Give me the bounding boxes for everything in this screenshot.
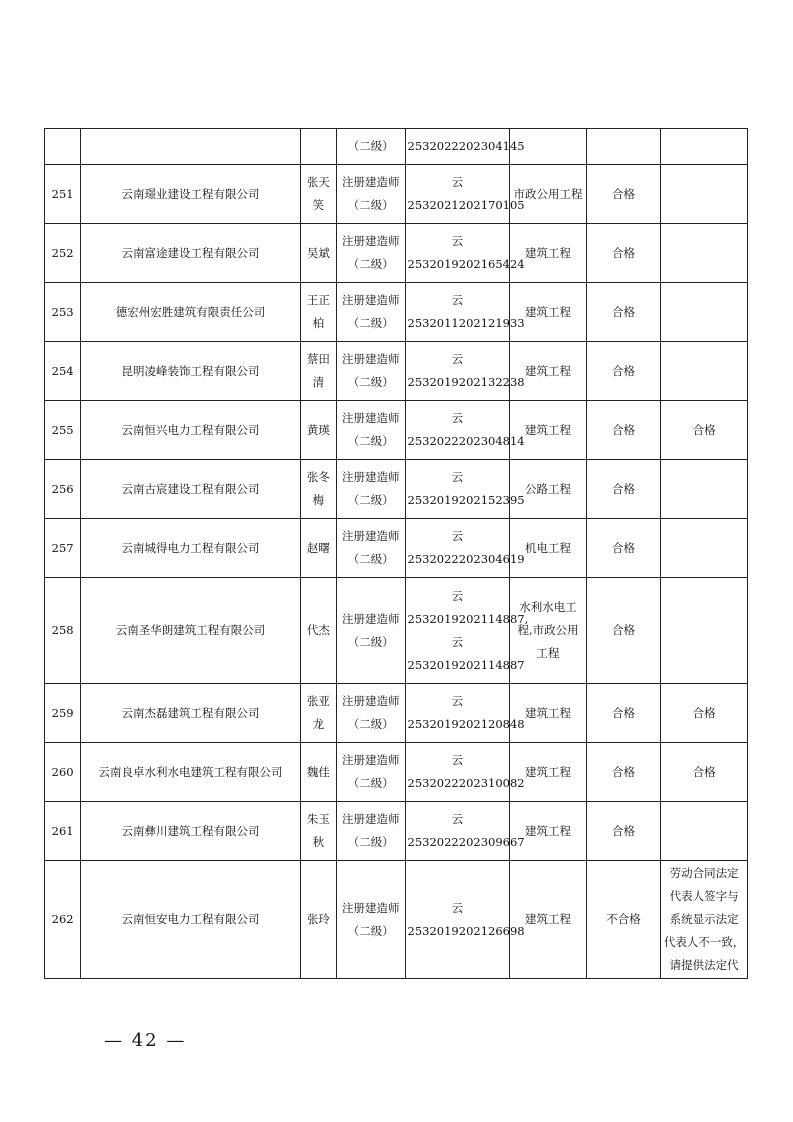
qualification-line: 注册建造师 (342, 175, 400, 189)
qualification-cell (337, 519, 405, 578)
remark-cell (661, 224, 748, 283)
remark-cell-line: 代表人签字与 (669, 889, 739, 903)
qualification-line: （二级） (347, 257, 394, 271)
result-cell: 合格 (586, 802, 661, 861)
name-cell: 蔡田清 (300, 342, 336, 401)
specialty-cell-line: 建筑工程 (525, 912, 572, 926)
qualification-line: 注册建造师 (342, 293, 400, 307)
result-cell: 合格 (586, 401, 661, 460)
qualification-line: （二级） (347, 776, 394, 790)
cert-cell-line: 云 (451, 470, 464, 484)
remark-cell (661, 283, 748, 342)
specialty-cell (510, 283, 587, 342)
qualification-cell (337, 684, 405, 743)
remark-cell (661, 578, 748, 684)
qualification-cell (337, 743, 405, 802)
company-cell: 云南杰磊建筑工程有限公司 (81, 684, 301, 743)
remark-cell-line: 劳动合同法定 (669, 866, 739, 880)
cert-cell-line: 2532019202114887, (407, 611, 529, 626)
company-cell: 云南彝川建筑工程有限公司 (81, 802, 301, 861)
row-no-cell: 260 (45, 743, 81, 802)
qualification-cell (337, 578, 405, 684)
cert-cell (405, 283, 525, 342)
table-row (45, 460, 748, 519)
specialty-cell (510, 802, 587, 861)
row-no-cell: 254 (45, 342, 81, 401)
table-row (45, 743, 748, 802)
cert-cell (405, 519, 525, 578)
result-cell: 合格 (586, 283, 661, 342)
specialty-cell (510, 861, 587, 979)
row-no-cell: 261 (45, 802, 81, 861)
result-cell: 合格 (586, 342, 661, 401)
row-no-cell: 252 (45, 224, 81, 283)
specialty-cell-line: 建筑工程 (525, 705, 572, 720)
cert-cell (405, 802, 525, 861)
row-no-cell: 251 (45, 165, 81, 224)
qualification-line: （二级） (347, 316, 394, 330)
cert-cell-line: 2532019202120848 (407, 717, 525, 731)
qualification-cell (337, 460, 405, 519)
specialty-cell-line: 建筑工程 (525, 304, 572, 319)
name-cell (300, 129, 336, 165)
remark-cell (661, 165, 748, 224)
qualification-cell (337, 861, 405, 979)
cert-cell-line: 云 (451, 588, 464, 603)
company-cell: 德宏州宏胜建筑有限责任公司 (81, 283, 301, 342)
qualification-line: 注册建造师 (342, 694, 400, 708)
cert-cell-line: 云 (451, 175, 464, 189)
company-cell: 云南良卓水利水电建筑工程有限公司 (81, 743, 301, 802)
cert-cell (405, 684, 525, 743)
qualification-line: 注册建造师 (342, 411, 400, 425)
name-cell: 张玲 (300, 861, 336, 979)
cert-cell-line: 2532019202152395 (407, 493, 525, 507)
table-row (45, 578, 748, 684)
company-cell (81, 129, 301, 165)
qualification-line: （二级） (347, 552, 394, 566)
registration-table (44, 128, 748, 979)
cert-cell-line: 2532022202310082 (407, 776, 525, 790)
company-cell: 云南城得电力工程有限公司 (81, 519, 301, 578)
qualification-line: （二级） (347, 375, 394, 389)
qualification-line: （二级） (347, 198, 394, 212)
specialty-cell (510, 519, 587, 578)
cert-cell-line: 2532019202165424 (407, 257, 525, 271)
cert-cell-line: 2532021202170105 (407, 198, 525, 212)
row-no-cell: 256 (45, 460, 81, 519)
table-row (45, 861, 748, 979)
qualification-line: 注册建造师 (342, 352, 400, 366)
cert-cell: 2532022202304145 (405, 129, 510, 165)
remark-cell (661, 342, 748, 401)
cert-cell-line: 云 (451, 529, 464, 543)
remark-cell-line: 系统显示法定 (669, 912, 739, 926)
qualification-line: 注册建造师 (342, 753, 400, 767)
qualification-line: 注册建造师 (342, 611, 400, 626)
qualification-line: 注册建造师 (342, 900, 400, 915)
cert-cell (405, 342, 525, 401)
company-cell: 云南恒兴电力工程有限公司 (81, 401, 301, 460)
qualification-line: （二级） (347, 493, 394, 507)
name-cell: 赵曙 (300, 519, 336, 578)
remark-cell (661, 519, 748, 578)
cert-cell (405, 401, 525, 460)
name-cell: 黄瑛 (300, 401, 336, 460)
specialty-cell (510, 743, 587, 802)
specialty-cell (510, 401, 587, 460)
qualification-cell (337, 165, 405, 224)
qualification-cell (337, 283, 405, 342)
qualification-cell (337, 224, 405, 283)
company-cell: 云南圣华朗建筑工程有限公司 (81, 578, 301, 684)
cert-cell-line: 2532019202132238 (407, 375, 525, 389)
remark-cell: 合格 (661, 401, 748, 460)
name-cell: 朱玉秋 (300, 802, 336, 861)
name-cell: 张冬梅 (300, 460, 336, 519)
cert-cell-line: 云 (451, 234, 464, 248)
specialty-cell (510, 460, 587, 519)
row-no-cell (45, 129, 81, 165)
company-cell: 昆明凌峰装饰工程有限公司 (81, 342, 301, 401)
remark-cell (661, 129, 748, 165)
qualification-line: （二级） (347, 923, 394, 938)
table-row (45, 224, 748, 283)
table-row (45, 684, 748, 743)
remark-cell-line: 请提供法定代 (669, 958, 739, 972)
specialty-cell-line: 水利水电工 (519, 600, 577, 614)
name-cell: 吴斌 (300, 224, 336, 283)
cert-cell-line: 云 (451, 352, 464, 366)
cert-cell-line: 云 (451, 812, 464, 826)
cert-cell-line: 2532022202304814 (407, 434, 525, 448)
cert-cell (405, 578, 529, 684)
table-row (45, 165, 748, 224)
qualification-line: 注册建造师 (342, 812, 400, 826)
result-cell: 合格 (586, 460, 661, 519)
remark-cell (661, 802, 748, 861)
specialty-cell (510, 342, 587, 401)
row-no-cell: 255 (45, 401, 81, 460)
name-cell: 张天笑 (300, 165, 336, 224)
row-no-cell: 253 (45, 283, 81, 342)
name-cell: 张亚龙 (300, 684, 336, 743)
specialty-cell-line: 市政公用工程 (513, 186, 583, 201)
cert-cell-line: 云 (451, 694, 464, 708)
cert-cell-line: 2532022202304619 (407, 552, 525, 566)
table-row (45, 802, 748, 861)
row-no-cell: 259 (45, 684, 81, 743)
cert-cell-line: 2532011202121933 (407, 316, 525, 330)
result-cell: 合格 (586, 684, 661, 743)
qualification-line: （二级） (347, 434, 394, 448)
cert-cell (405, 861, 525, 979)
specialty-cell (510, 165, 587, 224)
cert-cell-line: 云 (451, 900, 464, 915)
company-cell: 云南古宸建设工程有限公司 (81, 460, 301, 519)
result-cell: 合格 (586, 578, 661, 684)
name-cell: 王正柏 (300, 283, 336, 342)
specialty-cell-line: 建筑工程 (525, 363, 572, 378)
cert-cell-line: 云 (451, 293, 464, 307)
cert-cell-line: 云 (451, 753, 464, 767)
qualification-line: 注册建造师 (342, 529, 400, 543)
cert-cell-line: 2532022202309667 (407, 835, 525, 849)
table-row (45, 129, 748, 165)
specialty-cell (510, 684, 587, 743)
table-row (45, 283, 748, 342)
qualification-line: （二级） (347, 634, 394, 649)
specialty-cell-line: 建筑工程 (525, 422, 572, 437)
company-cell: 云南璟业建设工程有限公司 (81, 165, 301, 224)
company-cell: 云南恒安电力工程有限公司 (81, 861, 301, 979)
cert-cell-line: 云 (451, 411, 464, 425)
qualification-cell (337, 342, 405, 401)
specialty-cell (510, 224, 587, 283)
page-number: — 42 — (104, 1030, 187, 1051)
qualification-line: （二级） (347, 835, 394, 849)
qualification-line: 注册建造师 (342, 234, 400, 248)
cert-cell (405, 743, 525, 802)
cert-cell (405, 460, 525, 519)
result-cell: 不合格 (586, 861, 661, 979)
result-cell: 合格 (586, 165, 661, 224)
specialty-cell-line: 建筑工程 (525, 764, 572, 779)
specialty-cell-line: 公路工程 (525, 481, 572, 496)
row-no-cell: 262 (45, 861, 81, 979)
cert-cell-line: 云 (451, 634, 464, 649)
cert-cell (405, 224, 525, 283)
result-cell: 合格 (586, 743, 661, 802)
result-cell: 合格 (586, 224, 661, 283)
remark-cell (661, 861, 748, 979)
remark-cell-line: 代表人不一致， (663, 935, 745, 949)
specialty-cell-line: 建筑工程 (525, 245, 572, 260)
qualification-cell: （二级） (337, 129, 405, 165)
specialty-cell-line: 程,市政公用 (517, 623, 579, 637)
table-row (45, 519, 748, 578)
name-cell: 魏佳 (300, 743, 336, 802)
cert-cell (405, 165, 525, 224)
qualification-cell (337, 802, 405, 861)
remark-cell (661, 460, 748, 519)
qualification-cell (337, 401, 405, 460)
remark-cell: 合格 (661, 684, 748, 743)
row-no-cell: 257 (45, 519, 81, 578)
name-cell: 代杰 (300, 578, 336, 684)
table-row (45, 401, 748, 460)
cert-cell-line: 2532019202126698 (407, 923, 525, 938)
qualification-line: 注册建造师 (342, 470, 400, 484)
specialty-cell-line: 工程 (536, 646, 560, 660)
table-row (45, 342, 748, 401)
remark-cell: 合格 (661, 743, 748, 802)
result-cell (586, 129, 661, 165)
qualification-line: （二级） (347, 717, 394, 731)
specialty-cell-line: 机电工程 (525, 540, 572, 555)
company-cell: 云南富途建设工程有限公司 (81, 224, 301, 283)
result-cell: 合格 (586, 519, 661, 578)
cert-cell-line: 2532019202114887 (407, 657, 525, 672)
row-no-cell: 258 (45, 578, 81, 684)
specialty-cell-line: 建筑工程 (525, 823, 572, 838)
